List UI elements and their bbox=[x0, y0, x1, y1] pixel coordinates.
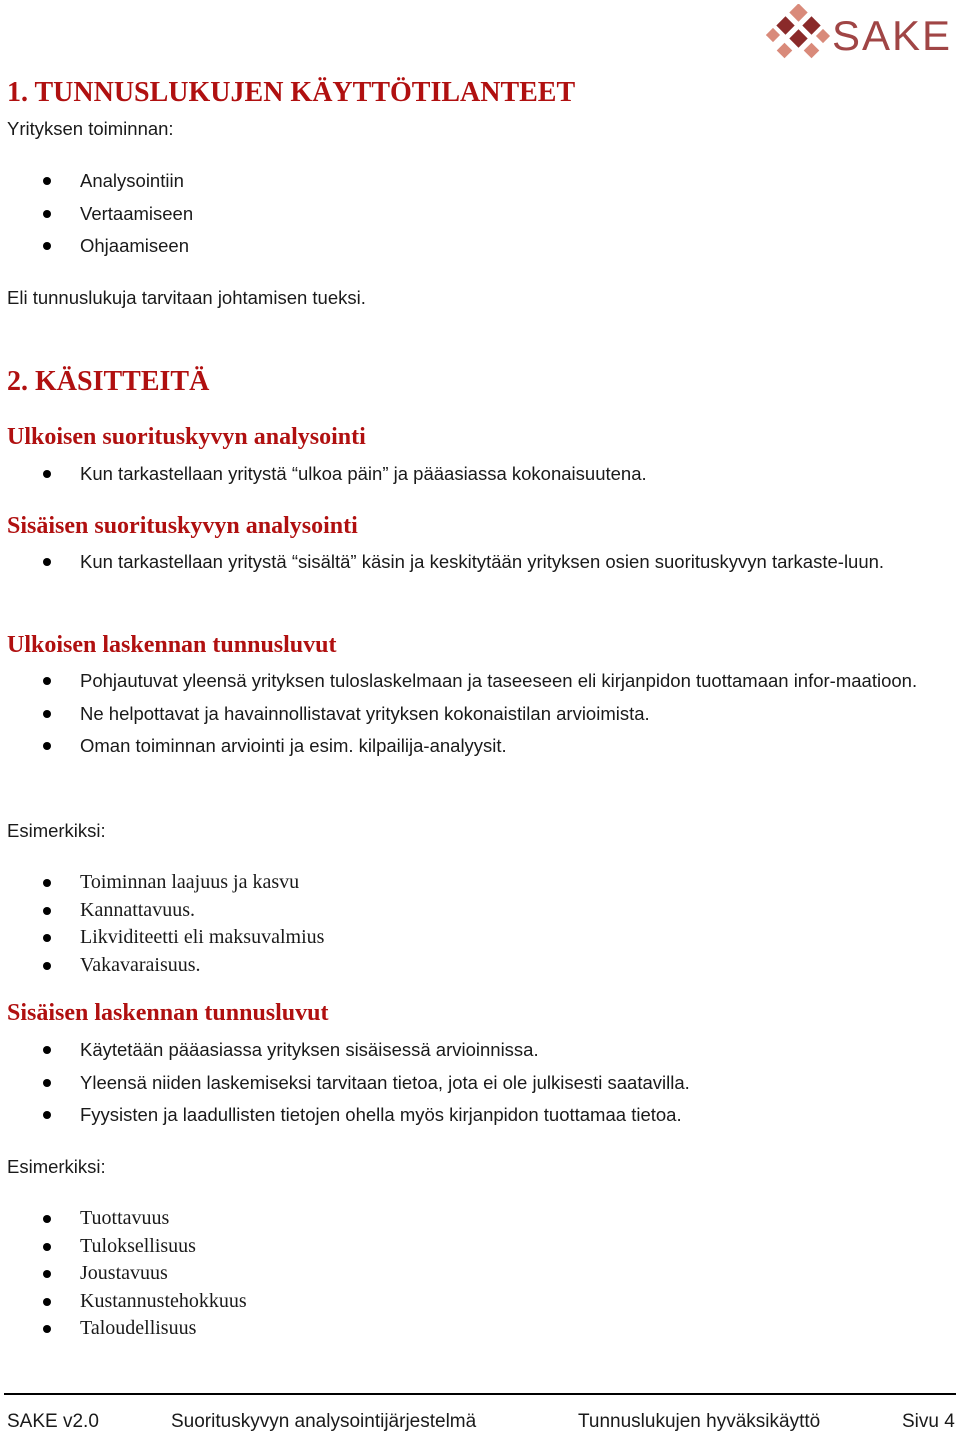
internal-examples-list bbox=[0, 1205, 960, 1343]
list-item: Taloudellisuus bbox=[0, 1315, 960, 1343]
section-1-intro: Yrityksen toiminnan: bbox=[7, 118, 174, 139]
list-item: Vertaamiseen bbox=[0, 198, 960, 231]
list-item: Analysointiin bbox=[0, 165, 960, 198]
sake-logo bbox=[766, 4, 952, 69]
list-item: Kun tarkastellaan yritystä “ulkoa päin” ja pääasiassa kokonaisuutena. bbox=[0, 458, 960, 491]
list-item: Käytetään pääasiassa yrityksen sisäisessä arvioinnissa. bbox=[0, 1034, 960, 1067]
list-item: Likviditeetti eli maksuvalmius bbox=[0, 924, 960, 952]
external-analysis-list bbox=[0, 458, 960, 491]
section-1-outro: Eli tunnuslukuja tarvitaan johtamisen tueksi. bbox=[7, 287, 366, 308]
logo-text: SAKE bbox=[832, 12, 952, 59]
internal-ratios-list bbox=[0, 1034, 960, 1132]
section-1-list bbox=[0, 165, 960, 263]
internal-examples-label: Esimerkiksi: bbox=[7, 1156, 106, 1177]
internal-ratios-heading: Sisäisen laskennan tunnusluvut bbox=[7, 1000, 329, 1026]
external-analysis-heading: Ulkoisen suorituskyvyn analysointi bbox=[7, 424, 366, 450]
list-item: Toiminnan laajuus ja kasvu bbox=[0, 869, 960, 897]
list-item: Joustavuus bbox=[0, 1260, 960, 1288]
list-item: Ohjaamiseen bbox=[0, 230, 960, 263]
footer-doc-title: Tunnuslukujen hyväksikäyttö bbox=[578, 1411, 821, 1432]
section-1-heading: 1. TUNNUSLUKUJEN KÄYTTÖTILANTEET bbox=[7, 77, 576, 108]
list-item: Kannattavuus. bbox=[0, 897, 960, 925]
list-item: Yleensä niiden laskemiseksi tarvitaan tietoa, jota ei ole julkisesti saatavilla. bbox=[0, 1067, 960, 1100]
section-2-heading: 2. KÄSITTEITÄ bbox=[7, 366, 210, 397]
footer-page-number: Sivu 4 bbox=[902, 1411, 955, 1432]
footer-system: Suorituskyvyn analysointijärjestelmä bbox=[171, 1411, 477, 1432]
list-item: Tuottavuus bbox=[0, 1205, 960, 1233]
external-examples-list bbox=[0, 869, 960, 979]
list-item: Fyysisten ja laadullisten tietojen ohella myös kirjanpidon tuottamaa tietoa. bbox=[0, 1099, 960, 1132]
list-item: Kustannustehokkuus bbox=[0, 1288, 960, 1316]
internal-analysis-heading: Sisäisen suorituskyvyn analysointi bbox=[7, 513, 358, 539]
internal-analysis-list bbox=[0, 546, 960, 579]
external-ratios-list bbox=[0, 665, 960, 763]
list-item: Tuloksellisuus bbox=[0, 1233, 960, 1261]
logo-diamonds-icon bbox=[766, 4, 830, 58]
list-item: Oman toiminnan arviointi ja esim. kilpailija-analyysit. bbox=[0, 730, 960, 763]
list-item: Pohjautuvat yleensä yrityksen tuloslaskelmaan ja taseeseen eli kirjanpidon tuottamaan infor-maatioon. bbox=[0, 665, 960, 698]
footer-divider bbox=[4, 1393, 956, 1395]
list-item: Ne helpottavat ja havainnollistavat yrityksen kokonaistilan arvioimista. bbox=[0, 698, 960, 731]
list-item: Kun tarkastellaan yritystä “sisältä” käsin ja keskitytään yrityksen osien suorituskyvyn tarkaste-luun. bbox=[0, 546, 960, 579]
footer-version: SAKE v2.0 bbox=[7, 1411, 99, 1432]
external-examples-label: Esimerkiksi: bbox=[7, 820, 106, 841]
list-item: Vakavaraisuus. bbox=[0, 952, 960, 980]
external-ratios-heading: Ulkoisen laskennan tunnusluvut bbox=[7, 632, 337, 658]
